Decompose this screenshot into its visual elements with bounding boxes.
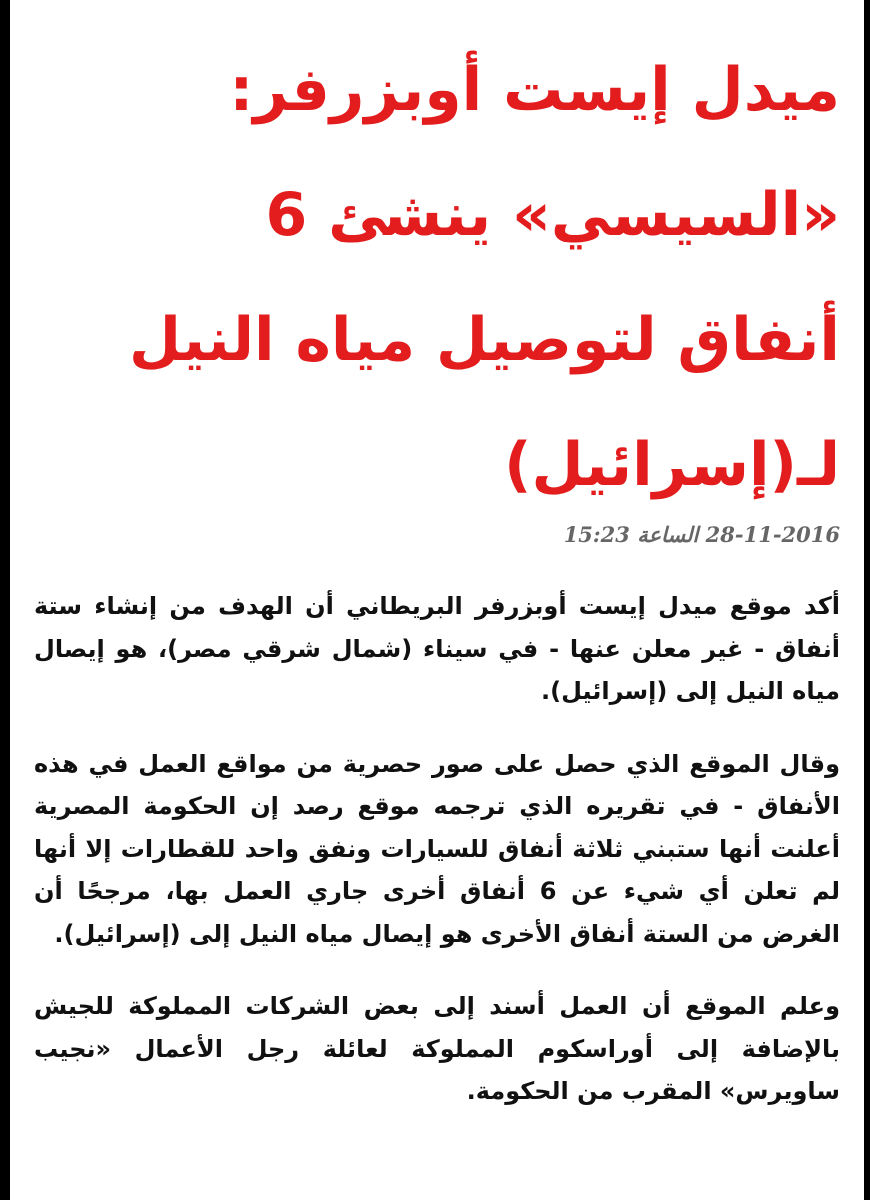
right-frame-edge <box>864 0 870 1200</box>
article-paragraph-3: وعلم الموقع أن العمل أسند إلى بعض الشركات المملوكة للجيش بالإضافة إلى أوراسكوم المملوكة لعائلة رجل الأعمال «نجيب ساويرس» المقرب من الحكومة. <box>34 992 840 1105</box>
article-body <box>34 585 840 1113</box>
headline-line-2: «السيسي» ينشئ 6 <box>265 180 840 250</box>
news-article <box>34 28 840 1113</box>
article-paragraph-1: أكد موقع ميدل إيست أوبزرفر البريطاني أن الهدف من إنشاء ستة أنفاق - غير معلن عنها - في سيناء (شمال شرقي مصر)، هو إيصال مياه النيل إلى (إسرائيل). <box>34 592 840 705</box>
article-paragraph-2: وقال الموقع الذي حصل على صور حصرية من مواقع العمل في هذه الأنفاق - في تقريره الذي ترجمه موقع رصد إن الحكومة المصرية أعلنت أنها ستبني ثلاثة أنفاق للسيارات ونفق واحد للقطارات إلا أنها لم تعلن أي شيء عن 6 أنفاق أخرى جاري العمل بها، مرجحًا أن الغرض من الستة أنفاق الأخرى هو إيصال مياه النيل إلى (إسرائيل). <box>34 749 840 948</box>
article-headline <box>34 28 840 528</box>
headline-line-3: أنفاق لتوصيل مياه النيل <box>128 305 840 375</box>
left-frame-edge <box>0 0 10 1200</box>
headline-line-4: لـ(إسرائيل) <box>504 430 840 500</box>
article-timestamp: 28-11-2016 الساعة 15:23 <box>563 522 840 547</box>
headline-line-1: ميدل إيست أوبزرفر: <box>229 55 840 125</box>
